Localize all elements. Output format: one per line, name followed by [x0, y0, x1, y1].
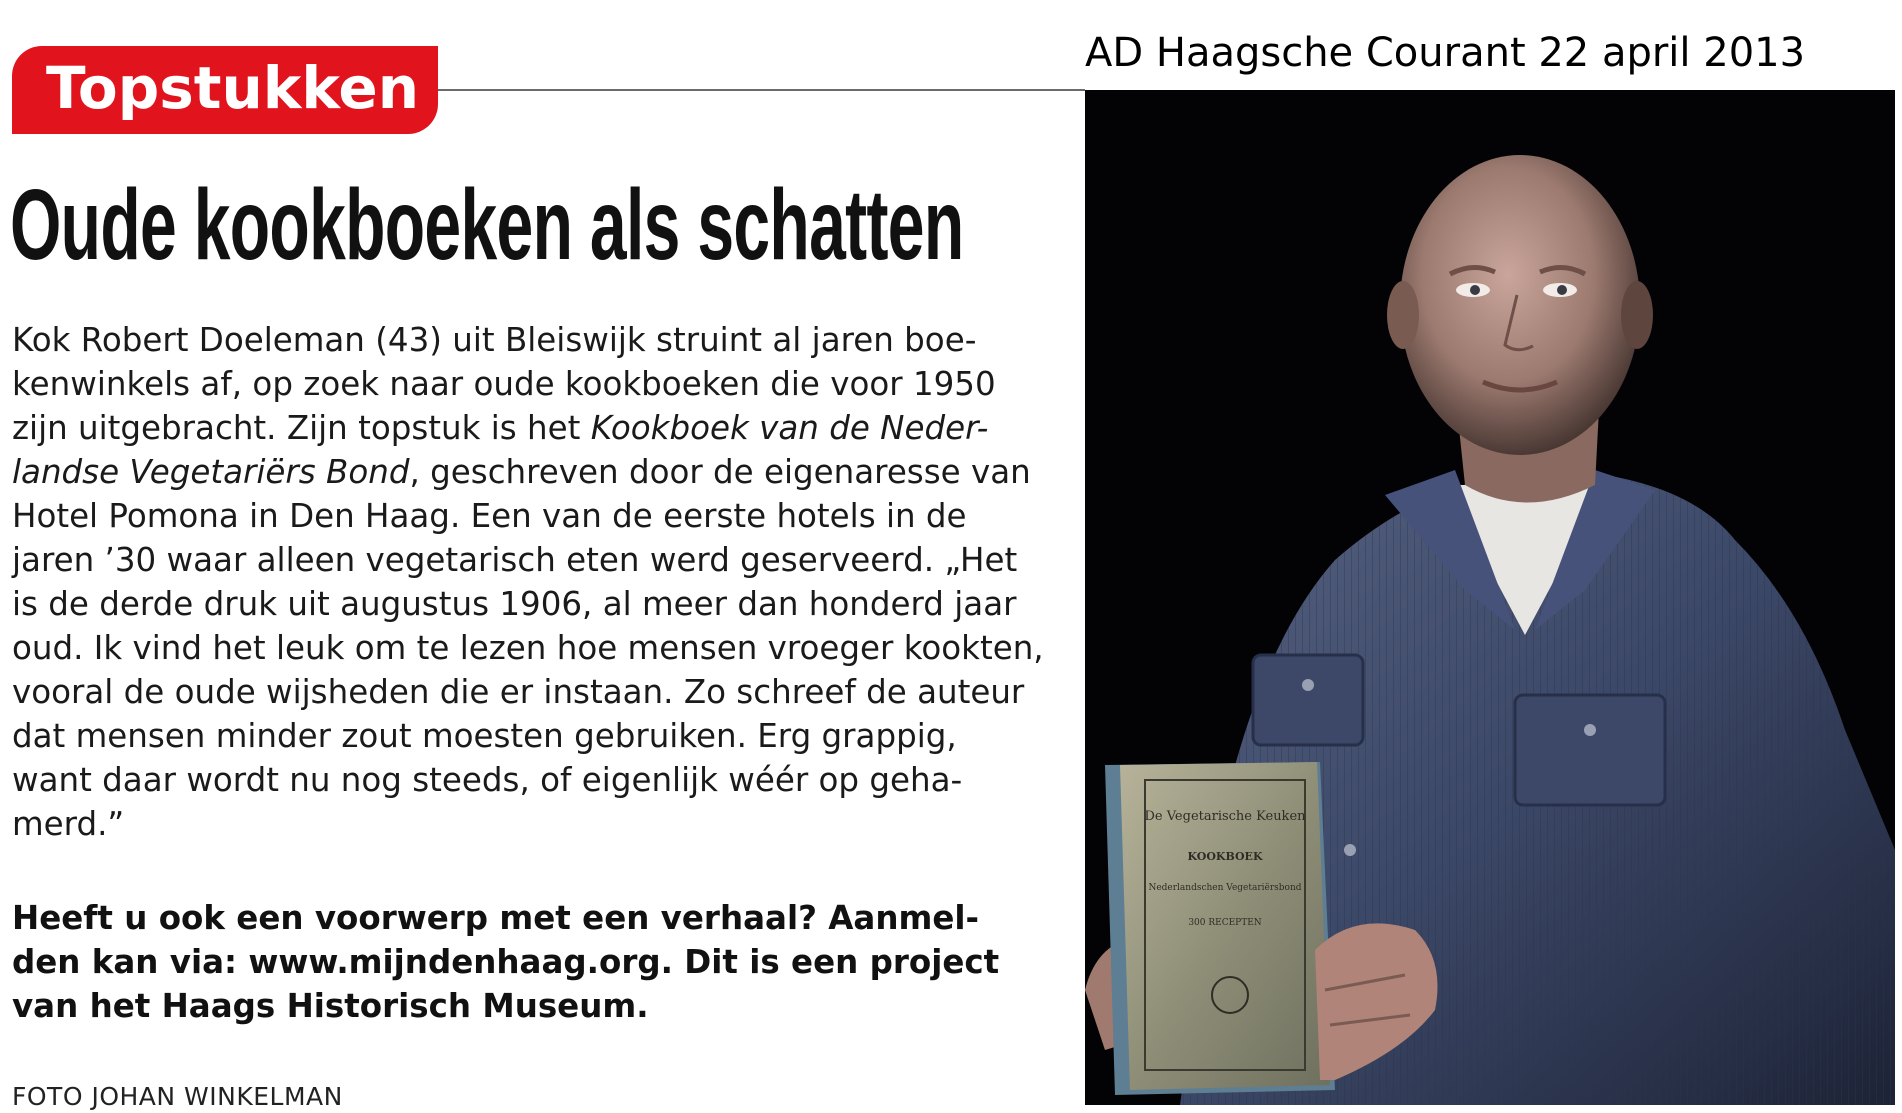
portrait-photo	[1085, 90, 1895, 1105]
source-line: AD Haagsche Courant 22 april 2013	[1085, 30, 1806, 76]
headline: Oude kookboeken als schatten	[10, 169, 964, 281]
body-line: dat mensen minder zout moesten gebruiken. Erg grappig,	[12, 717, 957, 755]
cookbook	[1105, 762, 1335, 1095]
book-cover-recipes: 300 RECEPTEN	[1188, 918, 1262, 928]
book-title-italic: landse Vegetariërs Bond	[12, 453, 410, 491]
body-line: is de derde druk uit augustus 1906, al meer dan honderd jaar	[12, 585, 1017, 623]
body-line: jaren ’30 waar alleen vegetarisch eten werd geserveerd. „Het	[12, 541, 1018, 579]
cta-line: Heeft u ook een voorwerp met een verhaal? Aanmel-	[12, 899, 980, 937]
photo-credit: FOTO JOHAN WINKELMAN	[12, 1082, 343, 1111]
body-line: Hotel Pomona in Den Haag. Een van de eerste hotels in de	[12, 497, 967, 535]
article-body	[12, 318, 1044, 846]
section-badge-label: Topstukken	[46, 54, 419, 122]
body-line: kenwinkels af, op zoek naar oude kookboeken die voor 1950	[12, 365, 996, 403]
book-cover-title: De Vegetarische Keuken	[1144, 809, 1306, 824]
body-line: Kok Robert Doeleman (43) uit Bleiswijk struint al jaren boe-	[12, 321, 977, 359]
body-line: oud. Ik vind het leuk om te lezen hoe mensen vroeger kookten,	[12, 629, 1044, 667]
body-line: want daar wordt nu nog steeds, of eigenlijk wéér op geha-	[12, 761, 963, 799]
section-badge	[12, 46, 438, 134]
call-to-action	[12, 896, 1032, 1028]
header-rule	[420, 89, 1085, 91]
body-text-segment: zijn uitgebracht. Zijn topstuk is het	[12, 409, 591, 447]
cta-line: van het Haags Historisch Museum.	[12, 987, 649, 1025]
body-line: vooral de oude wijsheden die er instaan. Zo schreef de auteur	[12, 673, 1025, 711]
book-title-italic: Kookboek van de Neder-	[590, 409, 989, 447]
body-line: merd.”	[12, 805, 125, 843]
book-cover-kookboek: KOOKBOEK	[1187, 850, 1263, 863]
body-line	[12, 406, 1032, 450]
body-line	[12, 450, 1032, 494]
cta-line: den kan via: www.mijndenhaag.org. Dit is een project	[12, 943, 1000, 981]
book-cover-subtitle: Nederlandschen Vegetariërsbond	[1148, 883, 1302, 893]
body-text-segment: , geschreven door de eigenaresse van	[409, 453, 1031, 491]
head-shape	[1400, 155, 1640, 455]
portrait-illustration	[1085, 90, 1895, 1105]
